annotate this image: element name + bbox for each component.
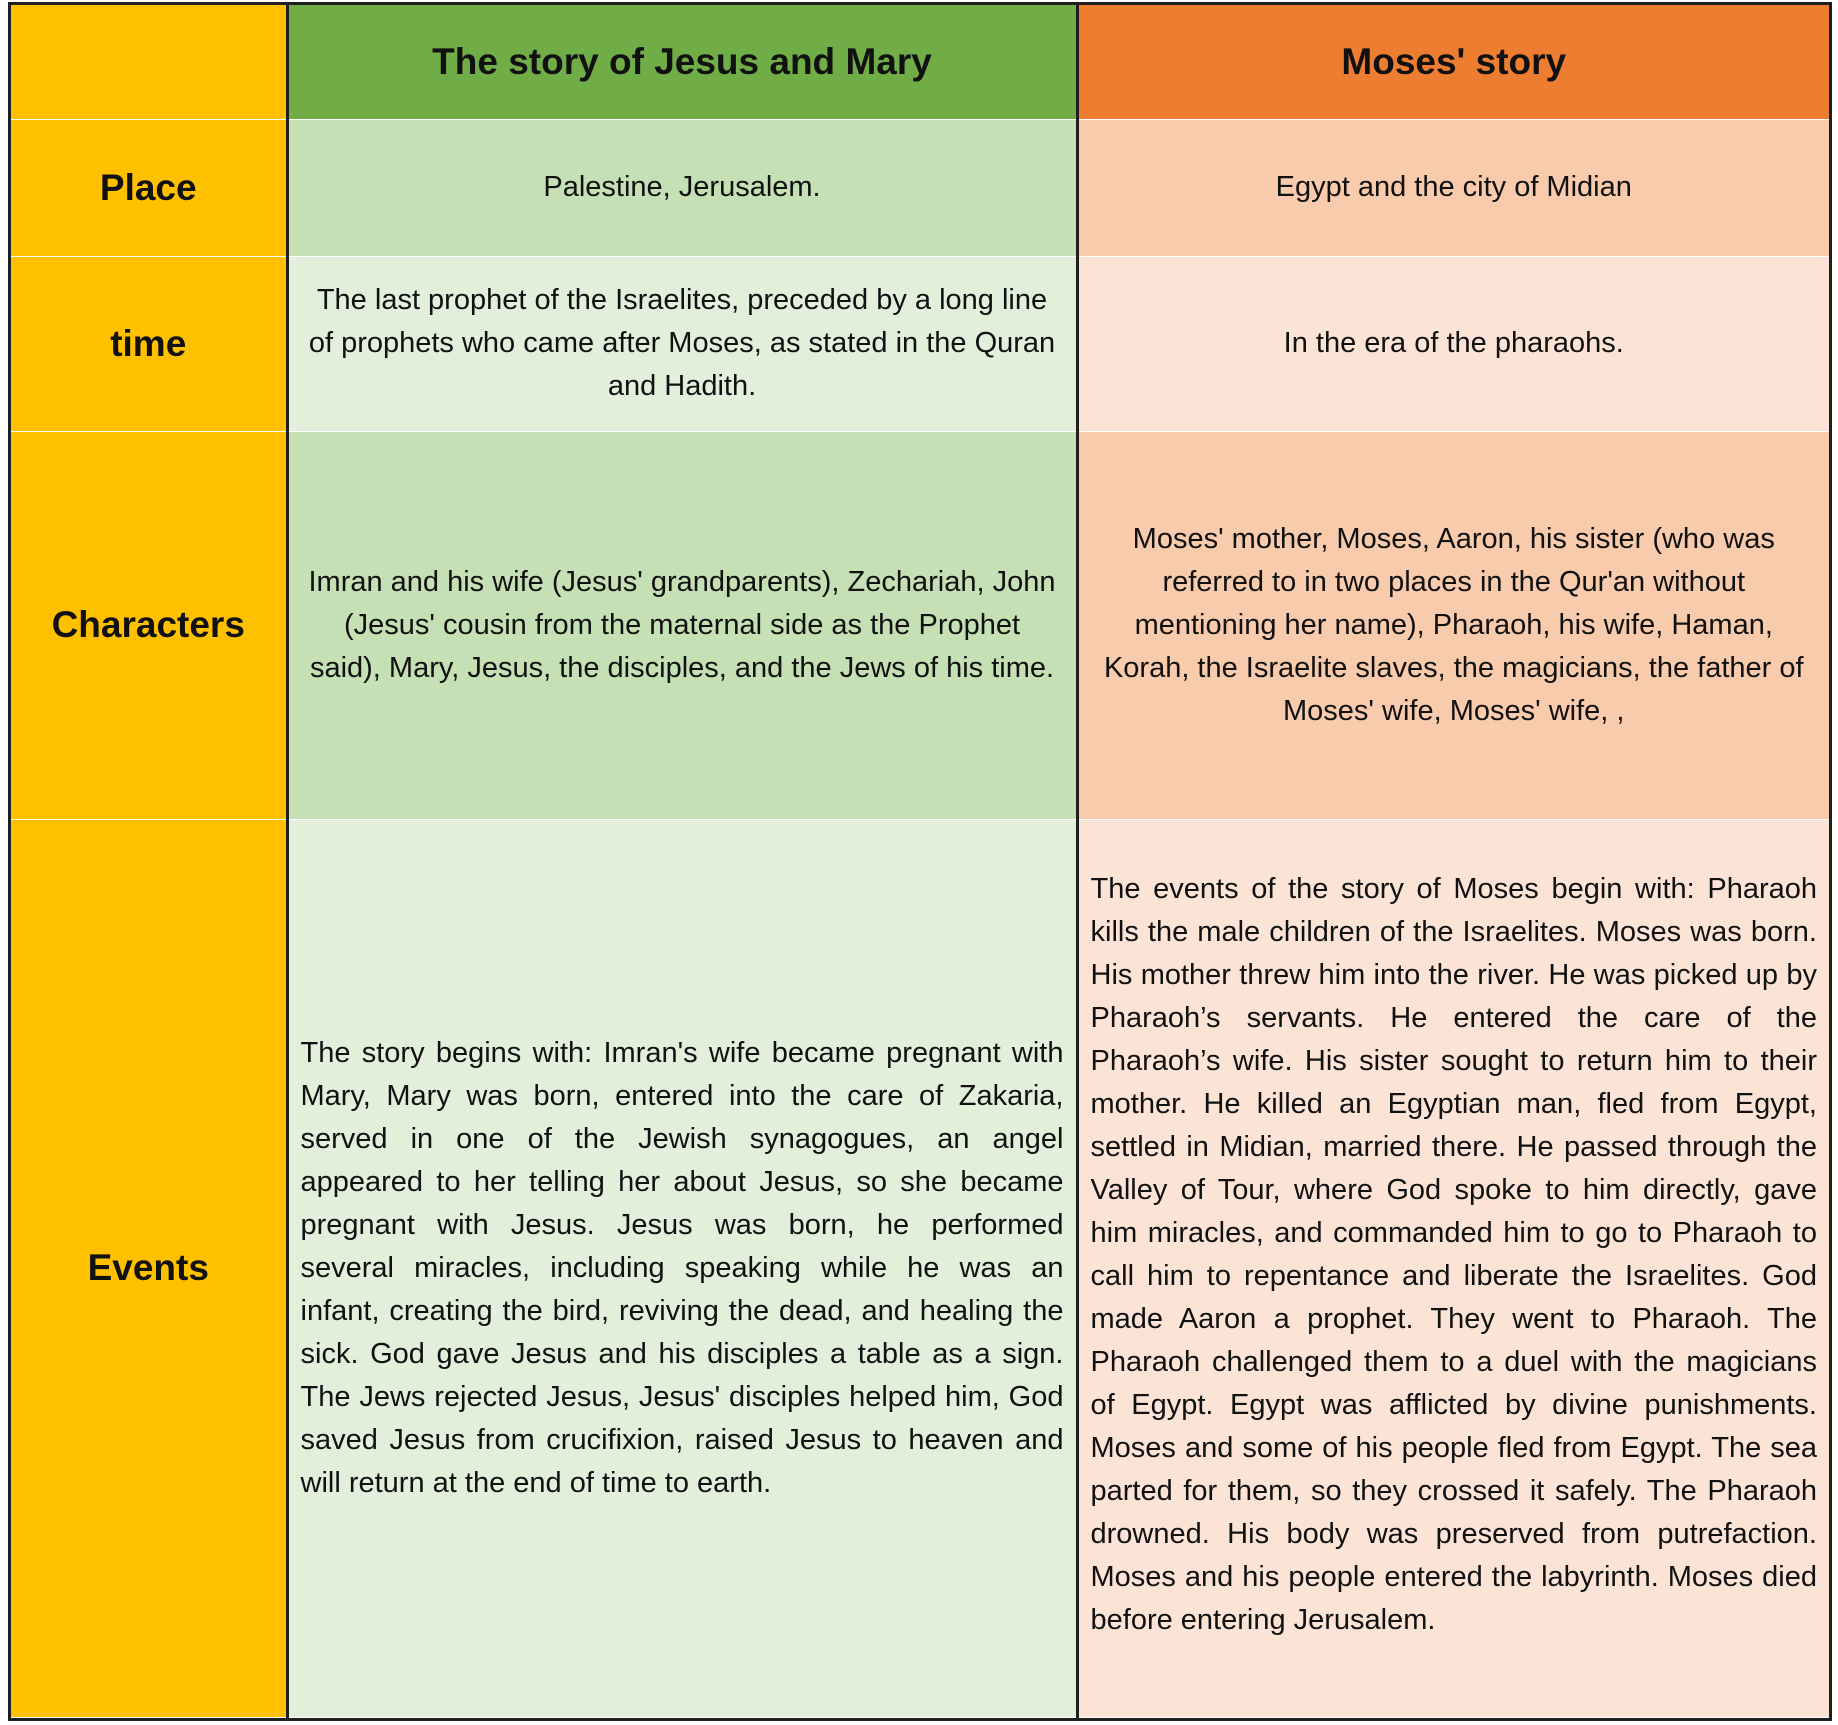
- row-time: [11, 256, 1829, 431]
- moses-events-cell: The events of the story of Moses begin with: Pharaoh kills the male children of the Israelites. Moses was born. His mother threw him into the river. He was picked up by Pharaoh’s servants. He entered the care of the Pharaoh’s wife. His sister sought to return him to their mother. He killed an Egyptian man, fled from Egypt, settled in Midian, married there. He passed through the Valley of Tour, where God spoke to him directly, gave him miracles, and commanded him to go to Pharaoh to call him to repentance and liberate the Israelites. God made Aaron a prophet. They went to Pharaoh. The Pharaoh challenged them to a duel with the magicians of Egypt. Egypt was afflicted by divine punishments. Moses and some of his people fled from Egypt. The sea parted for them, so they crossed it safely. The Pharaoh drowned. His body was preserved from putrefaction. Moses and his people entered the labyrinth. Moses died before entering Jerusalem.: [1077, 819, 1829, 1718]
- header-corner-cell: [11, 5, 287, 119]
- moses-time-cell: In the era of the pharaohs.: [1077, 256, 1829, 431]
- jesus-events-cell: The story begins with: Imran's wife became pregnant with Mary, Mary was born, entered into the care of Zakaria, served in one of the Jewish synagogues, an angel appeared to her telling her about Jesus, so she became pregnant with Jesus. Jesus was born, he performed several miracles, including speaking while he was an infant, creating the bird, reviving the dead, and healing the sick. God gave Jesus and his disciples a table as a sign. The Jews rejected Jesus, Jesus' disciples helped him, God saved Jesus from crucifixion, raised Jesus to heaven and will return at the end of time to earth.: [287, 819, 1077, 1718]
- row-label-time: time: [11, 256, 287, 431]
- row-events: [11, 819, 1829, 1718]
- row-label-events: Events: [11, 819, 287, 1718]
- row-place: [11, 119, 1829, 256]
- jesus-time-cell: The last prophet of the Israelites, preceded by a long line of prophets who came after Moses, as stated in the Quran and Hadith.: [287, 256, 1077, 431]
- row-label-characters: Characters: [11, 431, 287, 819]
- jesus-characters-cell: Imran and his wife (Jesus' grandparents), Zechariah, John (Jesus' cousin from the maternal side as the Prophet said), Mary, Jesus, the disciples, and the Jews of his time.: [287, 431, 1077, 819]
- header-jesus-title: The story of Jesus and Mary: [287, 5, 1077, 119]
- moses-place-cell: Egypt and the city of Midian: [1077, 119, 1829, 256]
- header-moses-title: Moses' story: [1077, 5, 1829, 119]
- moses-characters-cell: Moses' mother, Moses, Aaron, his sister (who was referred to in two places in the Qur'an without mentioning her name), Pharaoh, his wife, Haman, Korah, the Israelite slaves, the magicians, the father of Moses' wife, Moses' wife, ,: [1077, 431, 1829, 819]
- comparison-table: [11, 5, 1829, 1718]
- jesus-place-cell: Palestine, Jerusalem.: [287, 119, 1077, 256]
- row-characters: [11, 431, 1829, 819]
- header-row: [11, 5, 1829, 119]
- row-label-place: Place: [11, 119, 287, 256]
- comparison-table-frame: [8, 2, 1832, 1721]
